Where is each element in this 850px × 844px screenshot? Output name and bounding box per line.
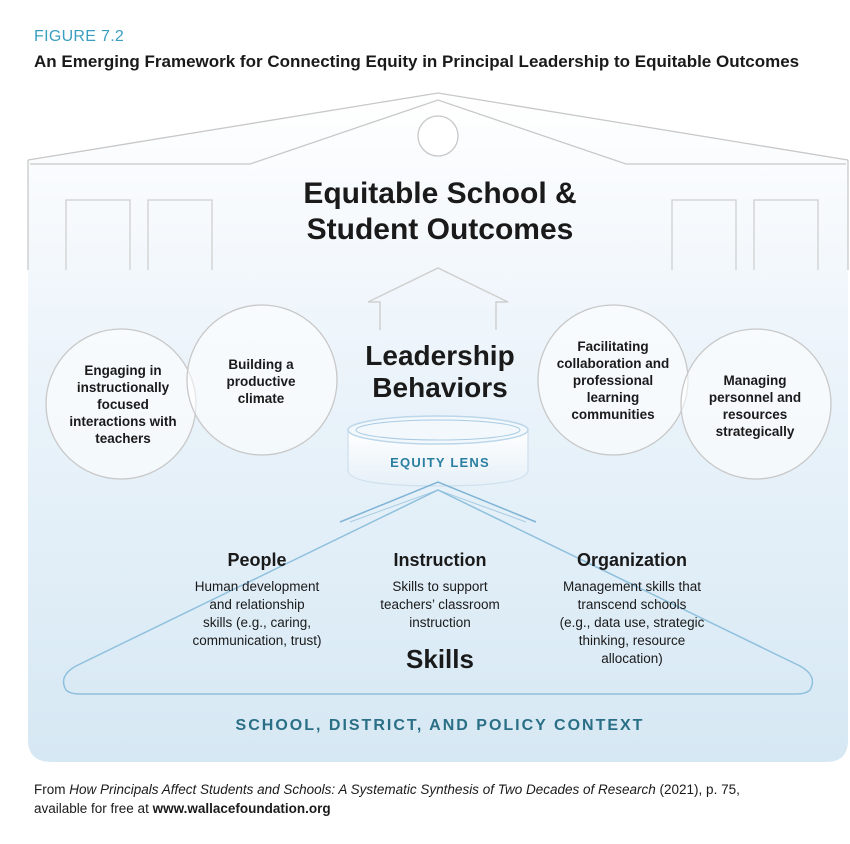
skill-line: communication, trust) (192, 633, 322, 648)
skill-instruction-description (360, 578, 520, 632)
skill-line: skills (e.g., caring, (202, 615, 312, 630)
equity-lens-cylinder (348, 416, 528, 486)
skill-line: transcend schools (577, 597, 687, 612)
behavior-line: communities (571, 407, 655, 422)
skill-line: teachers’ classroom (380, 597, 500, 612)
behavior-line: instructionally (76, 380, 170, 395)
behavior-line: Engaging in (84, 363, 162, 378)
behavior-line: focused (97, 397, 149, 412)
behavior-line: climate (237, 391, 285, 406)
behavior-line: professional (572, 373, 654, 388)
behavior-line: productive (226, 374, 296, 389)
outcomes-line-2: Student Outcomes (306, 213, 574, 246)
leadership-line-2: Behaviors (372, 372, 508, 403)
source-url-link[interactable]: www.wallacefoundation.org (152, 801, 331, 816)
skill-instruction-heading: Instruction (393, 550, 487, 570)
behavior-productive-climate (196, 356, 326, 407)
skill-line: allocation) (601, 651, 663, 666)
skill-line: Skills to support (392, 579, 488, 594)
skill-people-description (172, 578, 342, 650)
behavior-line: interactions with (69, 414, 177, 429)
behavior-line: strategically (715, 424, 795, 439)
leadership-heading (330, 340, 550, 404)
behavior-instruction-interactions (58, 362, 188, 447)
roof-window (418, 116, 458, 156)
behavior-line: Managing (723, 373, 787, 388)
skills-label: Skills (406, 644, 474, 674)
behavior-line: teachers (95, 431, 151, 446)
skill-organization-heading: Organization (576, 550, 687, 570)
behavior-line: personnel and (708, 390, 802, 405)
skill-people-heading: People (227, 550, 287, 570)
figure-title: An Emerging Framework for Connecting Equity in Principal Leadership to Equitable Outcomes (34, 52, 800, 71)
context-label: SCHOOL, DISTRICT, AND POLICY CONTEXT (235, 717, 645, 734)
source-citation (34, 780, 834, 818)
skill-line: Human development (194, 579, 320, 594)
behavior-managing-personnel (690, 372, 820, 440)
outcomes-line-1: Equitable School & (303, 177, 577, 210)
equity-lens-label: EQUITY LENS (390, 455, 490, 470)
skill-line: thinking, resource (578, 633, 686, 648)
skill-line: instruction (409, 615, 471, 630)
leadership-line-1: Leadership (365, 340, 515, 371)
source-suffix: (2021), p. 75, (655, 782, 740, 797)
behavior-line: resources (722, 407, 788, 422)
skill-organization-description (542, 578, 722, 668)
outcomes-heading (250, 176, 630, 248)
behavior-collaboration (548, 338, 678, 423)
behavior-line: collaboration and (556, 356, 670, 371)
source-line-2 (34, 799, 834, 818)
source-line-1 (34, 780, 834, 799)
source-book-title: How Principals Affect Students and Schools: A Systematic Synthesis of Two Decades of Research (69, 782, 656, 797)
skill-line: (e.g., data use, strategic (559, 615, 705, 630)
figure-label: FIGURE 7.2 (34, 28, 125, 45)
behavior-line: learning (586, 390, 640, 405)
skill-line: Management skills that (562, 579, 702, 594)
source-line2-prefix: available for free at (34, 801, 153, 816)
skill-line: and relationship (209, 597, 305, 612)
behavior-line: Facilitating (577, 339, 649, 354)
source-prefix: From (34, 782, 70, 797)
behavior-line: Building a (228, 357, 294, 372)
